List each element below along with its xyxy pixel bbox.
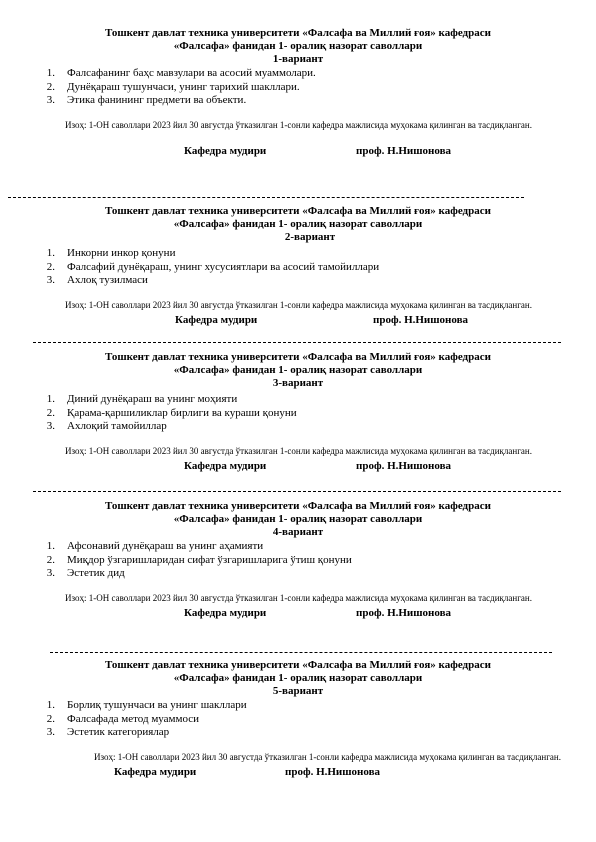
question-item (46, 260, 596, 275)
question-text: Қарама-қаршиликлар бирлиги ва кураши қонуни (67, 406, 297, 419)
question-text: Ахлоқ тузилмаси (67, 274, 148, 286)
variant-block-4 (0, 500, 596, 621)
question-list (46, 67, 596, 108)
question-item (46, 406, 596, 421)
subject-heading: «Фалсафа» фанидан 1- оралиқ назорат саволлари (173, 40, 423, 52)
signature-role: Кафедра мудири (184, 606, 267, 619)
signature-role: Кафедра мудири (184, 459, 267, 472)
signature-line (0, 766, 596, 780)
question-text: Ахлоқий тамойиллар (67, 420, 167, 432)
question-item (46, 567, 596, 581)
section-separator (8, 197, 524, 198)
signature-name: проф. Н.Нишонова (373, 313, 469, 326)
question-item (46, 67, 596, 81)
section-separator (33, 491, 561, 492)
question-item (46, 726, 596, 740)
signature-name: проф. Н.Нишонова (356, 459, 452, 472)
question-item (46, 80, 596, 95)
university-heading: Тошкент давлат техника университети «Фалсафа ва Миллий ғоя» кафедраси (105, 205, 491, 217)
question-text: Диний дунёқараш ва унинг моҳияти (67, 393, 238, 405)
signature-role: Кафедра мудири (184, 144, 267, 157)
subject-heading: «Фалсафа» фанидан 1- оралиқ назорат саволлари (173, 218, 423, 230)
question-text: Дунёқараш тушунчаси, унинг тарихий шакллари. (67, 80, 300, 93)
signature-name: проф. Н.Нишонова (356, 144, 452, 157)
variant-title: 3-вариант (272, 377, 324, 389)
variant-block-5 (0, 659, 596, 780)
question-number: 1. (46, 393, 55, 405)
variant-block-1 (0, 27, 596, 159)
question-item (46, 247, 596, 261)
question-number: 1. (46, 699, 55, 711)
university-heading: Тошкент давлат техника университети «Фалсафа ва Миллий ғоя» кафедраси (105, 659, 491, 671)
signature-role: Кафедра мудири (114, 765, 197, 778)
signature-line (0, 607, 596, 621)
question-text: Борлиқ тушунчаси ва унинг шакллари (67, 699, 247, 711)
question-item (46, 420, 596, 434)
question-number: 2. (46, 406, 55, 419)
question-number: 3. (46, 567, 55, 579)
question-number: 1. (46, 247, 55, 259)
question-list (46, 699, 596, 740)
signature-name: проф. Н.Нишонова (285, 765, 381, 778)
question-number: 3. (46, 420, 55, 432)
subject-heading: «Фалсафа» фанидан 1- оралиқ назорат саволлари (173, 513, 423, 525)
question-number: 2. (46, 712, 55, 725)
question-item (46, 274, 596, 288)
question-item (46, 393, 596, 407)
approval-note: Изоҳ: 1-ОН саволлари 2023 йил 30 августда ўтказилган 1-сонли кафедра мажлисида муҳокама қилинган ва тасдиқланган. (65, 592, 532, 603)
approval-note: Изоҳ: 1-ОН саволлари 2023 йил 30 августда ўтказилган 1-сонли кафедра мажлисида муҳокама қилинган ва тасдиқланган. (65, 299, 532, 310)
variant-block-3 (0, 351, 596, 474)
question-text: Эстетик категориялар (67, 726, 170, 738)
university-heading: Тошкент давлат техника университети «Фалсафа ва Миллий ғоя» кафедраси (105, 351, 491, 363)
signature-role: Кафедра мудири (175, 313, 258, 326)
question-item (46, 699, 596, 713)
question-text: Эстетик дид (67, 567, 125, 579)
question-number: 2. (46, 260, 55, 273)
question-list (46, 247, 596, 288)
approval-note: Изоҳ: 1-ОН саволлари 2023 йил 30 августда ўтказилган 1-сонли кафедра мажлисида муҳокама қилинган ва тасдиқланган. (94, 751, 561, 762)
question-number: 1. (46, 67, 55, 79)
subject-heading: «Фалсафа» фанидан 1- оралиқ назорат саволлари (173, 672, 423, 684)
question-item (46, 540, 596, 554)
question-text: Афсонавий дунёқараш ва унинг аҳамияти (67, 540, 264, 552)
question-list (46, 540, 596, 581)
approval-note: Изоҳ: 1-ОН саволлари 2023 йил 30 августда ўтказилган 1-сонли кафедра мажлисида муҳокама қилинган ва тасдиқланган. (65, 119, 532, 130)
variant-block-2 (0, 205, 596, 328)
signature-line (0, 145, 596, 159)
question-number: 2. (46, 553, 55, 566)
question-number: 3. (46, 94, 55, 106)
section-separator (50, 652, 552, 653)
question-number: 1. (46, 540, 55, 552)
variant-title: 5-вариант (272, 685, 324, 697)
question-text: Фалсафанинг баҳс мавзулари ва асосий муаммолари. (67, 67, 316, 79)
variant-title: 4-вариант (272, 526, 324, 538)
question-item (46, 94, 596, 108)
section-separator (33, 342, 561, 343)
signature-line (0, 314, 596, 328)
question-text: Фалсафада метод муаммоси (67, 712, 199, 725)
question-list (46, 393, 596, 434)
university-heading: Тошкент давлат техника университети «Фалсафа ва Миллий ғоя» кафедраси (105, 27, 491, 39)
approval-note: Изоҳ: 1-ОН саволлари 2023 йил 30 августда ўтказилган 1-сонли кафедра мажлисида муҳокама қилинган ва тасдиқланган. (65, 445, 532, 456)
question-item (46, 553, 596, 568)
question-number: 3. (46, 274, 55, 286)
question-text: Фалсафий дунёқараш, унинг хусусиятлари ва асосий тамойиллари (67, 260, 380, 273)
signature-name: проф. Н.Нишонова (356, 606, 452, 619)
university-heading: Тошкент давлат техника университети «Фалсафа ва Миллий ғоя» кафедраси (105, 500, 491, 512)
variant-title: 2-вариант (284, 231, 336, 243)
question-number: 2. (46, 80, 55, 93)
question-text: Инкорни инкор қонуни (67, 247, 176, 259)
question-item (46, 712, 596, 727)
subject-heading: «Фалсафа» фанидан 1- оралиқ назорат саволлари (173, 364, 423, 376)
signature-line (0, 460, 596, 474)
question-text: Миқдор ўзгаришларидан сифат ўзгаришларига ўтиш қонуни (67, 553, 352, 566)
question-text: Этика фанининг предмети ва объекти. (67, 94, 247, 106)
variant-title: 1-вариант (272, 53, 324, 65)
question-number: 3. (46, 726, 55, 738)
